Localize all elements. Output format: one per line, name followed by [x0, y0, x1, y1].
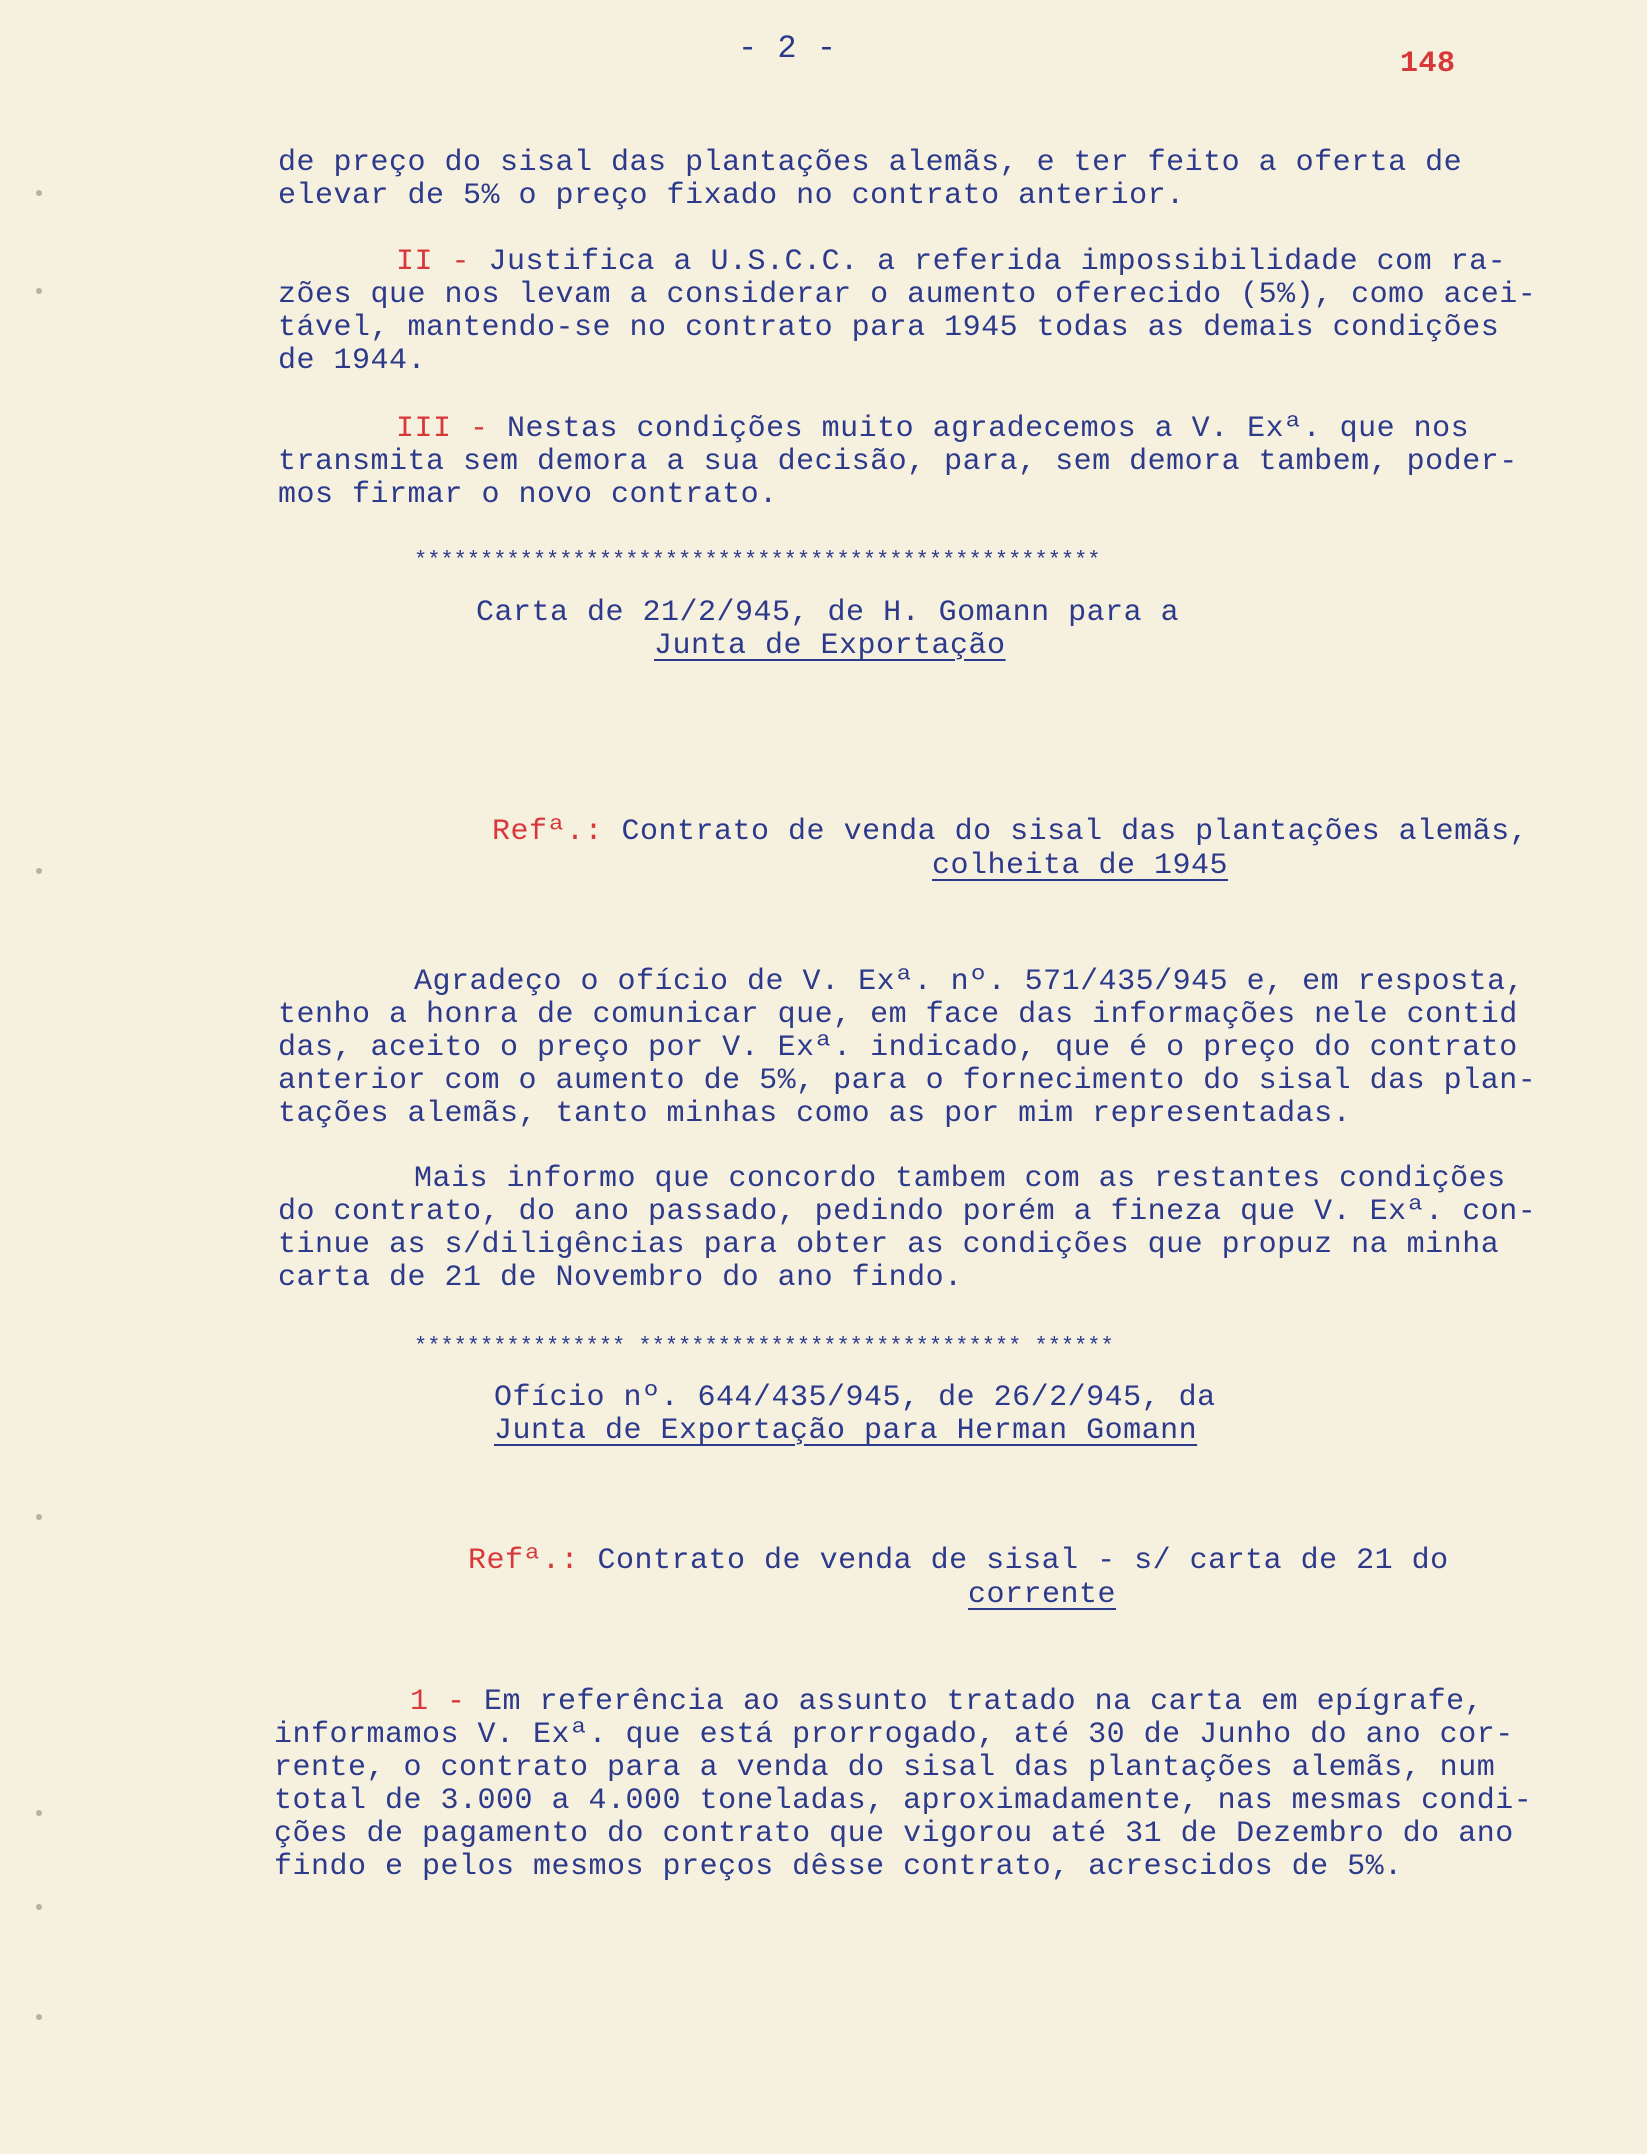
letter2-item-line: rente, o contrato para a venda do sisal das plantações alemãs, num	[274, 1751, 1496, 1785]
letter2-reference: Refª.: Contrato de venda de sisal - s/ carta de 21 do	[468, 1544, 1449, 1578]
letter2-heading: Ofício nº. 644/435/945, de 26/2/945, da	[494, 1381, 1216, 1415]
folio-number: 148	[1400, 47, 1456, 81]
letter1-paragraph2-line: carta de 21 de Novembro do ano findo.	[278, 1261, 963, 1295]
section-ii-line: de 1944.	[278, 344, 427, 378]
separator-line: ****************************************************	[414, 548, 1101, 573]
letter2-item-line: findo e pelos mesmos preços dêsse contrato, acrescidos de 5%.	[274, 1850, 1403, 1884]
letter2-item-line: ções de pagamento do contrato que vigorou até 31 de Dezembro do ano	[274, 1817, 1514, 1851]
section-iii-line: III - Nestas condições muito agradecemos a V. Exª. que nos	[396, 412, 1470, 446]
reference-label: Refª.:	[492, 815, 622, 849]
letter1-heading: Carta de 21/2/945, de H. Gomann para a	[476, 596, 1180, 630]
letter1-paragraph1-line: anterior com o aumento de 5%, para o fornecimento do sisal das plan-	[278, 1064, 1537, 1098]
letter1-paragraph1-line: das, aceito o preço por V. Exª. indicado, que é o preço do contrato	[278, 1031, 1518, 1065]
punch-hole-mark	[36, 868, 42, 874]
section-iii-number: III -	[396, 412, 508, 446]
page-number: - 2 -	[738, 30, 837, 67]
letter2-reference-underlined: corrente	[968, 1578, 1117, 1612]
letter1-paragraph1-line: tenho a honra de comunicar que, em face das informações nele contid	[278, 998, 1518, 1032]
punch-hole-mark	[36, 2014, 42, 2020]
section-ii-line: II - Justifica a U.S.C.C. a referida impossibilidade com ra-	[396, 245, 1507, 279]
letter1-reference-underlined: colheita de 1945	[932, 849, 1229, 883]
separator-line: **************** ***************************** ******	[414, 1334, 1114, 1359]
letter2-heading-underlined: Junta de Exportação para Herman Gomann	[494, 1414, 1198, 1448]
punch-hole-mark	[36, 1514, 42, 1520]
intro-line: elevar de 5% o preço fixado no contrato anterior.	[278, 179, 1185, 213]
letter1-paragraph2-line: tinue as s/diligências para obter as condições que propuz na minha	[278, 1228, 1500, 1262]
letter1-paragraph2-line: Mais informo que concordo tambem com as restantes condições	[414, 1162, 1506, 1196]
item-number: 1 -	[410, 1685, 485, 1719]
letter2-item-line: total de 3.000 a 4.000 toneladas, aproximadamente, nas mesmas condi-	[274, 1784, 1533, 1818]
letter1-reference: Refª.: Contrato de venda do sisal das plantações alemãs,	[492, 815, 1529, 849]
punch-hole-mark	[36, 1904, 42, 1910]
intro-line: de preço do sisal das plantações alemãs, e ter feito a oferta de	[278, 146, 1463, 180]
letter1-heading-underlined: Junta de Exportação	[654, 629, 1006, 663]
punch-hole-mark	[36, 1810, 42, 1816]
letter1-paragraph1-line: tações alemãs, tanto minhas como as por mim representadas.	[278, 1097, 1352, 1131]
section-iii-line: transmita sem demora a sua decisão, para, sem demora tambem, poder-	[278, 445, 1518, 479]
punch-hole-mark	[36, 190, 42, 196]
letter1-paragraph2-line: do contrato, do ano passado, pedindo porém a fineza que V. Exª. con-	[278, 1195, 1537, 1229]
section-ii-line: tável, mantendo-se no contrato para 1945 todas as demais condições	[278, 311, 1500, 345]
letter2-item-line: informamos V. Exª. que está prorrogado, até 30 de Junho do ano cor-	[274, 1718, 1514, 1752]
section-iii-line: mos firmar o novo contrato.	[278, 478, 778, 512]
punch-hole-mark	[36, 288, 42, 294]
section-ii-line: zões que nos levam a considerar o aumento oferecido (5%), como acei-	[278, 278, 1537, 312]
reference-label: Refª.:	[468, 1544, 598, 1578]
section-ii-number: II -	[396, 245, 489, 279]
letter2-item-line: 1 - Em referência ao assunto tratado na carta em epígrafe,	[410, 1685, 1484, 1719]
letter1-paragraph1-line: Agradeço o ofício de V. Exª. nº. 571/435/945 e, em resposta,	[414, 965, 1525, 999]
